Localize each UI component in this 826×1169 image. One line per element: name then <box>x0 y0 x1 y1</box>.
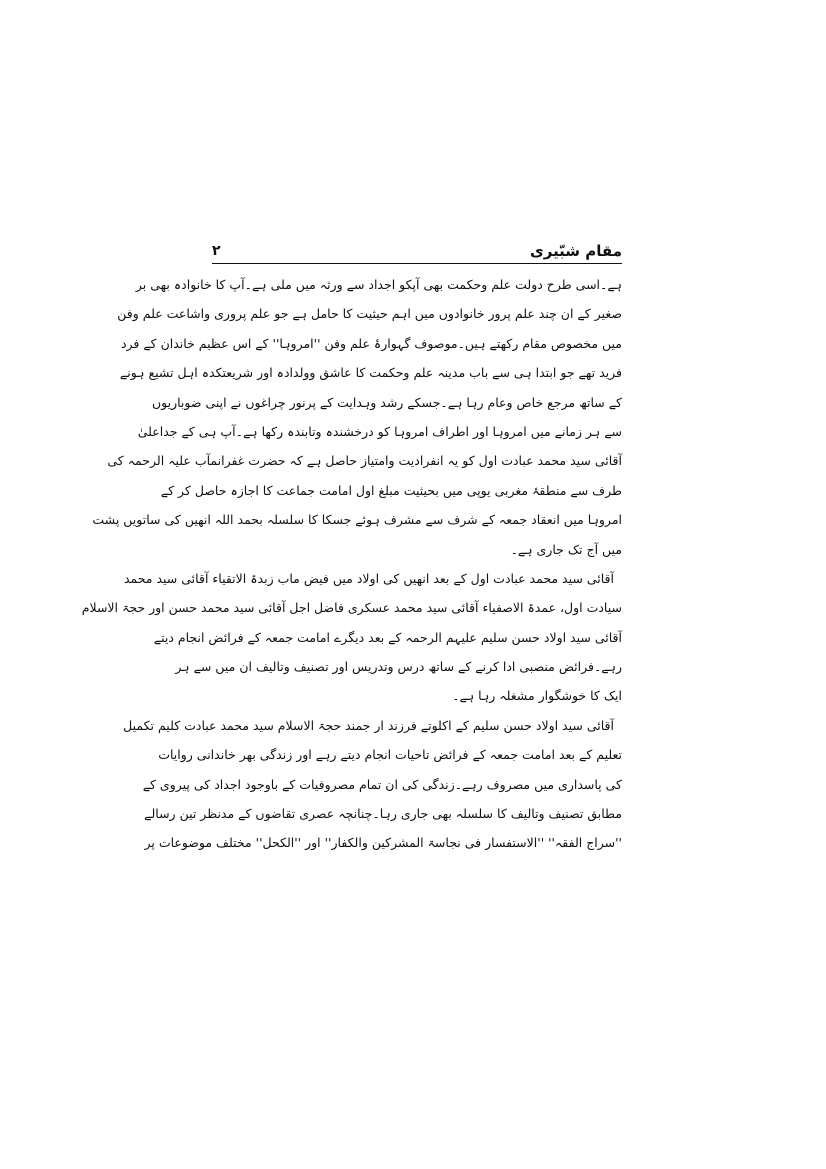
text-line: امروہا میں انعقاد جمعہ کے شرف سے مشرف ہوئے جسکا کا سلسلہ بحمد اللہ انھیں کی ساتویں پشت <box>92 512 622 528</box>
text-line: فرید تھے جو ابتدا ہی سے باب مدینہ علم وحکمت کا عاشق وولدادہ اور شریعتکدہ اہل تشیع ہونے <box>119 365 622 381</box>
page-number: ۲ <box>212 243 221 259</box>
text-line: میں مخصوص مقام رکھتے ہیں۔موصوف گہوارۂ علم وفن ''امروہا'' کے اس عظیم خاندان کے فرد <box>120 335 622 351</box>
text-line: آقائی سید محمد عبادت اول کو یہ انفرادیت وامتیاز حاصل ہے کہ حضرت غفرانمآب علیہ الرحمہ کی <box>107 453 622 469</box>
text-line: میں آج تک جاری ہے۔ <box>510 541 622 557</box>
text-line: تعلیم کے بعد امامت جمعہ کے فرائض تاحیات انجام دیتے رہے اور زندگی بھر خاندانی روایات <box>158 747 622 763</box>
text-line: طرف سے منطقۂ مغربی یوپی میں بحیثیت مبلغ اول امامت جماعت کا اجازہ حاصل کر کے <box>160 482 622 498</box>
text-line: سے ہر زمانے میں امروہا اور اطراف امروہا کو درخشندہ وتابندہ رکھا ہے۔آپ ہی کے جداعلیٰ <box>137 423 622 439</box>
text-line: مطابق تصنیف وتالیف کا سلسلہ بھی جاری رہا۔چنانچہ عصری تقاضوں کے مدنظر تین رسالے <box>144 806 622 822</box>
header-rule <box>212 263 622 264</box>
text-line: کے ساتھ مرجع خاص وعام رہا ہے۔جسکے رشد وہدایت کے پرنور چراغوں نے اپنی ضوباریوں <box>151 394 622 410</box>
text-line: ایک کا خوشگوار مشغلہ رہا ہے۔ <box>452 688 622 704</box>
paragraph <box>92 270 622 564</box>
text-line: آقائی سید اولاد حسن سلیم کے اکلوتے فرزند ار جمند حجۃ الاسلام سید محمد عبادت کلیم تکمیل <box>123 717 614 733</box>
text-line: کی پاسداری میں مصروف رہے۔زندگی کی ان تمام مصروفیات کے باوجود اجداد کی پیروی کے <box>142 776 622 792</box>
text-line: آقائی سید اولاد حسن سلیم علیہم الرحمہ کے بعد دیگرے امامت جمعہ کے فرائض انجام دیتے <box>153 629 622 645</box>
running-head-title: مقام شبّیری <box>529 242 622 260</box>
text-line: ''سراج الفقہ'' ''الاستفسار فی نجاسۃ المشرکین والکفار'' اور ''الکحل'' مختلف موضوعات پر <box>144 835 622 851</box>
text-line: سیادت اول، عمدۃ الاصفیاء آقائی سید محمد عسکری فاضل اجل آقائی سید محمد حسن اور حجۃ الاسلام <box>81 600 622 616</box>
body-text <box>81 270 622 858</box>
paragraph <box>123 711 622 858</box>
text-line: رہے۔فرائض منصبی ادا کرنے کے ساتھ درس وتدریس اور تصنیف وتالیف ان میں سے ہر <box>175 659 622 675</box>
text-line: صغیر کے ان چند علم پرور خانوادوں میں اہم حیثیت کا حامل ہے جو علم پروری واشاعت علم وفن <box>117 306 622 322</box>
paragraph <box>81 564 622 711</box>
page-header <box>212 228 622 262</box>
text-line: آقائی سید محمد عبادت اول کے بعد انھیں کی اولاد میں فیض ماب زبدۃ الاتقیاء آقائی سید محمد <box>123 570 614 586</box>
text-line: ہے۔اسی طرح دولت علم وحکمت بھی آپکو اجداد سے ورثہ میں ملی ہے۔آپ کا خانوادہ بھی بر <box>135 277 622 292</box>
